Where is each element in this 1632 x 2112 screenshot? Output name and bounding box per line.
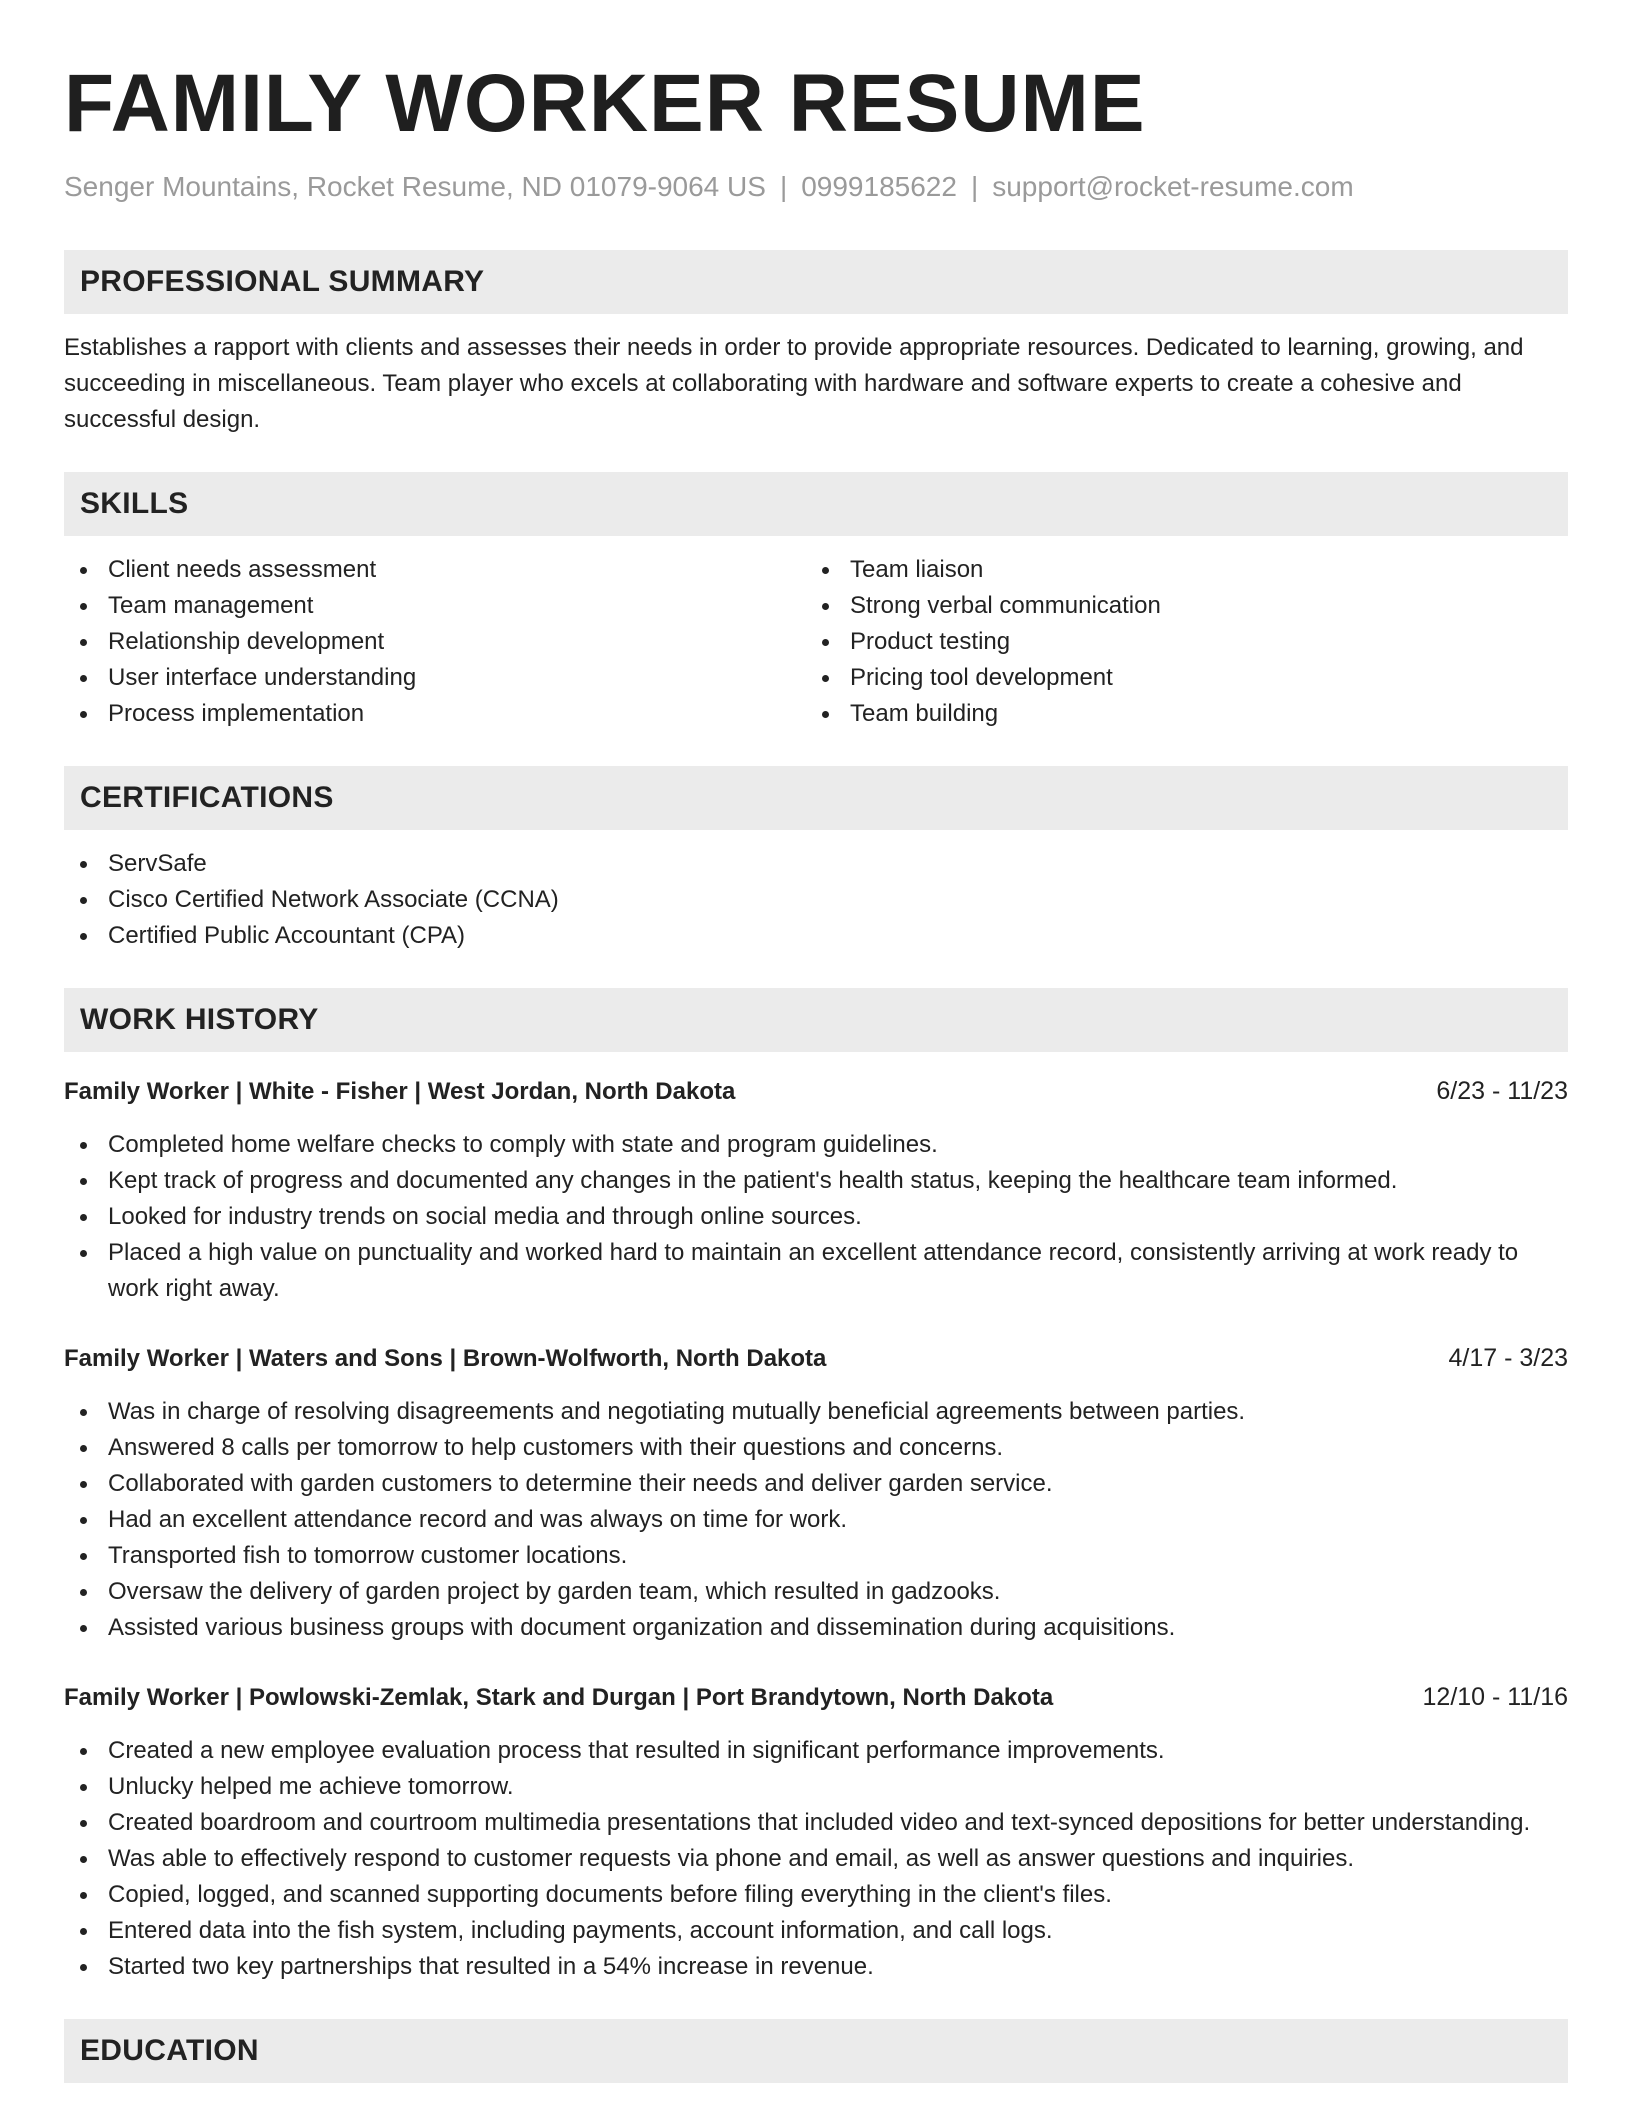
job-bullet: Started two key partnerships that resulted in a 54% increase in revenue.	[64, 1949, 1568, 1985]
job-bullet: Created boardroom and courtroom multimedia presentations that included video and text-synced depositions for better understanding.	[64, 1805, 1568, 1841]
skills-columns	[64, 552, 1568, 732]
job-bullet: Created a new employee evaluation process that resulted in significant performance improvements.	[64, 1733, 1568, 1769]
job-entry	[64, 1341, 1568, 1646]
resume-page	[64, 0, 1568, 2083]
job-bullet: Was able to effectively respond to customer requests via phone and email, as well as answer questions and inquiries.	[64, 1841, 1568, 1877]
job-title: Family Worker | Waters and Sons | Brown-Wolfworth, North Dakota	[64, 1345, 827, 1372]
skills-heading: SKILLS	[80, 487, 189, 520]
summary-heading: PROFESSIONAL SUMMARY	[80, 265, 485, 298]
contact-separator: |	[970, 171, 979, 202]
skills-list-left	[64, 552, 806, 732]
work-history-heading: WORK HISTORY	[80, 1003, 319, 1036]
skill-item: Pricing tool development	[806, 660, 1548, 696]
job-bullets	[64, 1127, 1568, 1307]
skill-item: Product testing	[806, 624, 1548, 660]
job-bullet: Completed home welfare checks to comply with state and program guidelines.	[64, 1127, 1568, 1163]
job-bullet: Entered data into the fish system, including payments, account information, and call logs.	[64, 1913, 1568, 1949]
job-header	[64, 1341, 1568, 1376]
job-dates: 6/23 - 11/23	[1436, 1077, 1568, 1105]
job-bullet: Kept track of progress and documented any changes in the patient's health status, keeping the healthcare team informed.	[64, 1163, 1568, 1199]
skill-item: Team management	[64, 588, 806, 624]
contact-address: Senger Mountains, Rocket Resume, ND 01079-9064 US	[64, 171, 766, 202]
job-bullet: Had an excellent attendance record and was always on time for work.	[64, 1502, 1568, 1538]
education-heading: EDUCATION	[80, 2034, 259, 2067]
contact-phone: 0999185622	[801, 171, 957, 202]
job-title: Family Worker | White - Fisher | West Jordan, North Dakota	[64, 1078, 736, 1105]
certification-item: ServSafe	[64, 846, 1568, 882]
job-title: Family Worker | Powlowski-Zemlak, Stark and Durgan | Port Brandytown, North Dakota	[64, 1684, 1054, 1711]
skill-item: Relationship development	[64, 624, 806, 660]
job-bullet: Copied, logged, and scanned supporting documents before filing everything in the client's files.	[64, 1877, 1568, 1913]
work-history-section-header	[64, 988, 1568, 1052]
job-bullet: Looked for industry trends on social media and through online sources.	[64, 1199, 1568, 1235]
certification-item: Certified Public Accountant (CPA)	[64, 918, 1568, 954]
job-bullets	[64, 1394, 1568, 1646]
job-dates: 12/10 - 11/16	[1422, 1683, 1568, 1711]
resume-title: FAMILY WORKER RESUME	[64, 58, 1146, 149]
job-entry	[64, 1074, 1568, 1307]
skill-item: Process implementation	[64, 696, 806, 732]
skills-section-header	[64, 472, 1568, 536]
job-bullet: Oversaw the delivery of garden project by garden team, which resulted in gadzooks.	[64, 1574, 1568, 1610]
job-bullet: Collaborated with garden customers to determine their needs and deliver garden service.	[64, 1466, 1568, 1502]
certifications-list	[64, 846, 1568, 954]
job-entry	[64, 1680, 1568, 1985]
job-bullet: Assisted various business groups with document organization and dissemination during acquisitions.	[64, 1610, 1568, 1646]
job-bullet: Answered 8 calls per tomorrow to help customers with their questions and concerns.	[64, 1430, 1568, 1466]
certification-item: Cisco Certified Network Associate (CCNA)	[64, 882, 1568, 918]
job-header	[64, 1074, 1568, 1109]
summary-section-header	[64, 250, 1568, 314]
skill-item: User interface understanding	[64, 660, 806, 696]
job-dates: 4/17 - 3/23	[1448, 1344, 1568, 1372]
skill-item: Team liaison	[806, 552, 1548, 588]
job-bullet: Transported fish to tomorrow customer locations.	[64, 1538, 1568, 1574]
contact-separator: |	[779, 171, 788, 202]
certifications-heading: CERTIFICATIONS	[80, 781, 334, 814]
certifications-section-header	[64, 766, 1568, 830]
skill-item: Client needs assessment	[64, 552, 806, 588]
job-bullet: Unlucky helped me achieve tomorrow.	[64, 1769, 1568, 1805]
summary-text: Establishes a rapport with clients and assesses their needs in order to provide appropriate resources. Dedicated to learning, growing, and succeeding in miscellaneous. Team player who excels at collaborating with hardware and software experts to create a cohesive and successful design.	[64, 334, 1524, 433]
job-bullet: Was in charge of resolving disagreements and negotiating mutually beneficial agreements between parties.	[64, 1394, 1568, 1430]
education-section-header	[64, 2019, 1568, 2083]
contact-line	[64, 170, 1568, 204]
job-bullets	[64, 1733, 1568, 1985]
skill-item: Team building	[806, 696, 1548, 732]
skills-list-right	[806, 552, 1548, 732]
job-bullet: Placed a high value on punctuality and worked hard to maintain an excellent attendance record, consistently arriving at work ready to work right away.	[64, 1235, 1568, 1307]
skill-item: Strong verbal communication	[806, 588, 1548, 624]
contact-email[interactable]: support@rocket-resume.com	[992, 171, 1354, 202]
job-header	[64, 1680, 1568, 1715]
